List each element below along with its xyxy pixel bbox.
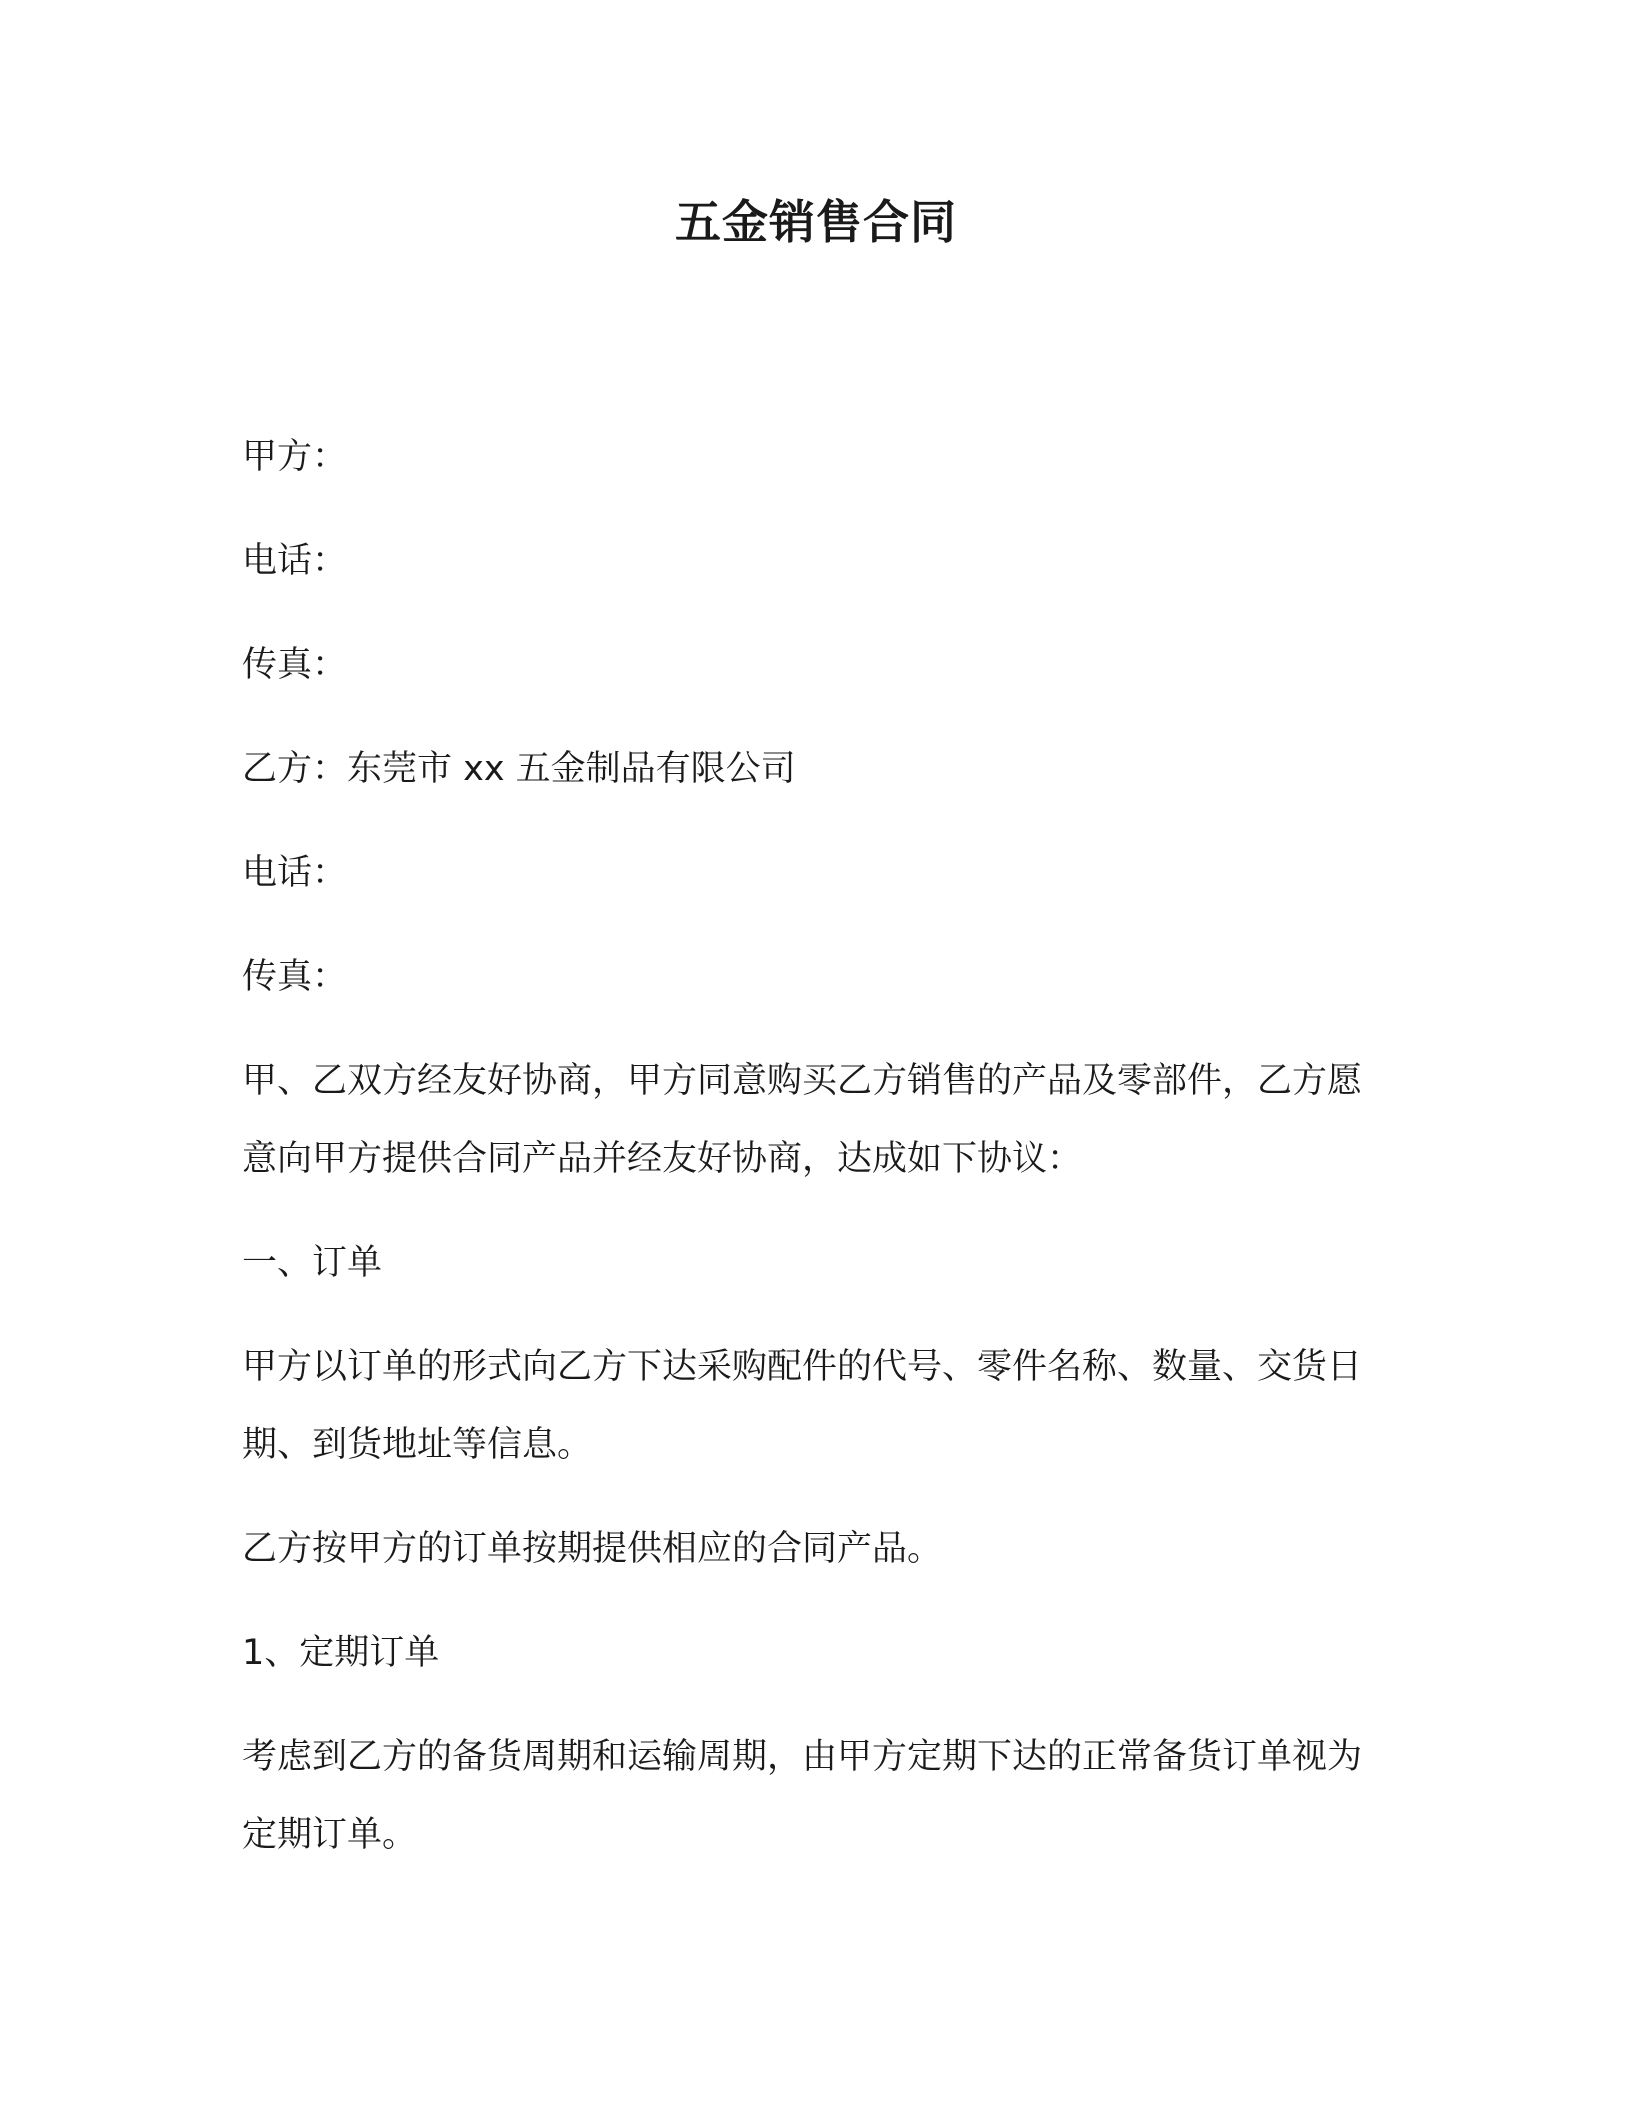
party-b-phone: 电话： xyxy=(242,853,348,893)
section-1-paragraph-1: 甲方以订单的形式向乙方下达采购配件的代号、零件名称、数量、交货日期、到货地址等信息。 xyxy=(242,1347,1363,1465)
intro-paragraph: 甲、乙双方经友好协商，甲方同意购买乙方销售的产品及零部件，乙方愿意向甲方提供合同产品并经友好协商，达成如下协议： xyxy=(242,1061,1363,1179)
party-a-fax: 传真： xyxy=(242,645,348,685)
party-a-phone: 电话： xyxy=(242,541,348,581)
section-1-heading: 一、订单 xyxy=(242,1243,383,1283)
subsection-1-paragraph: 考虑到乙方的备货周期和运输周期，由甲方定期下达的正常备货订单视为定期订单。 xyxy=(242,1737,1363,1855)
document-body xyxy=(242,418,1372,1900)
document-title: 五金销售合同 xyxy=(675,195,957,249)
party-a-label: 甲方： xyxy=(242,437,348,477)
party-b-fax: 传真： xyxy=(242,957,348,997)
subsection-1-heading: 1、定期订单 xyxy=(242,1633,440,1673)
party-b-line: 乙方：东莞市 xx 五金制品有限公司 xyxy=(242,749,796,789)
section-1-paragraph-2: 乙方按甲方的订单按期提供相应的合同产品。 xyxy=(242,1529,943,1569)
